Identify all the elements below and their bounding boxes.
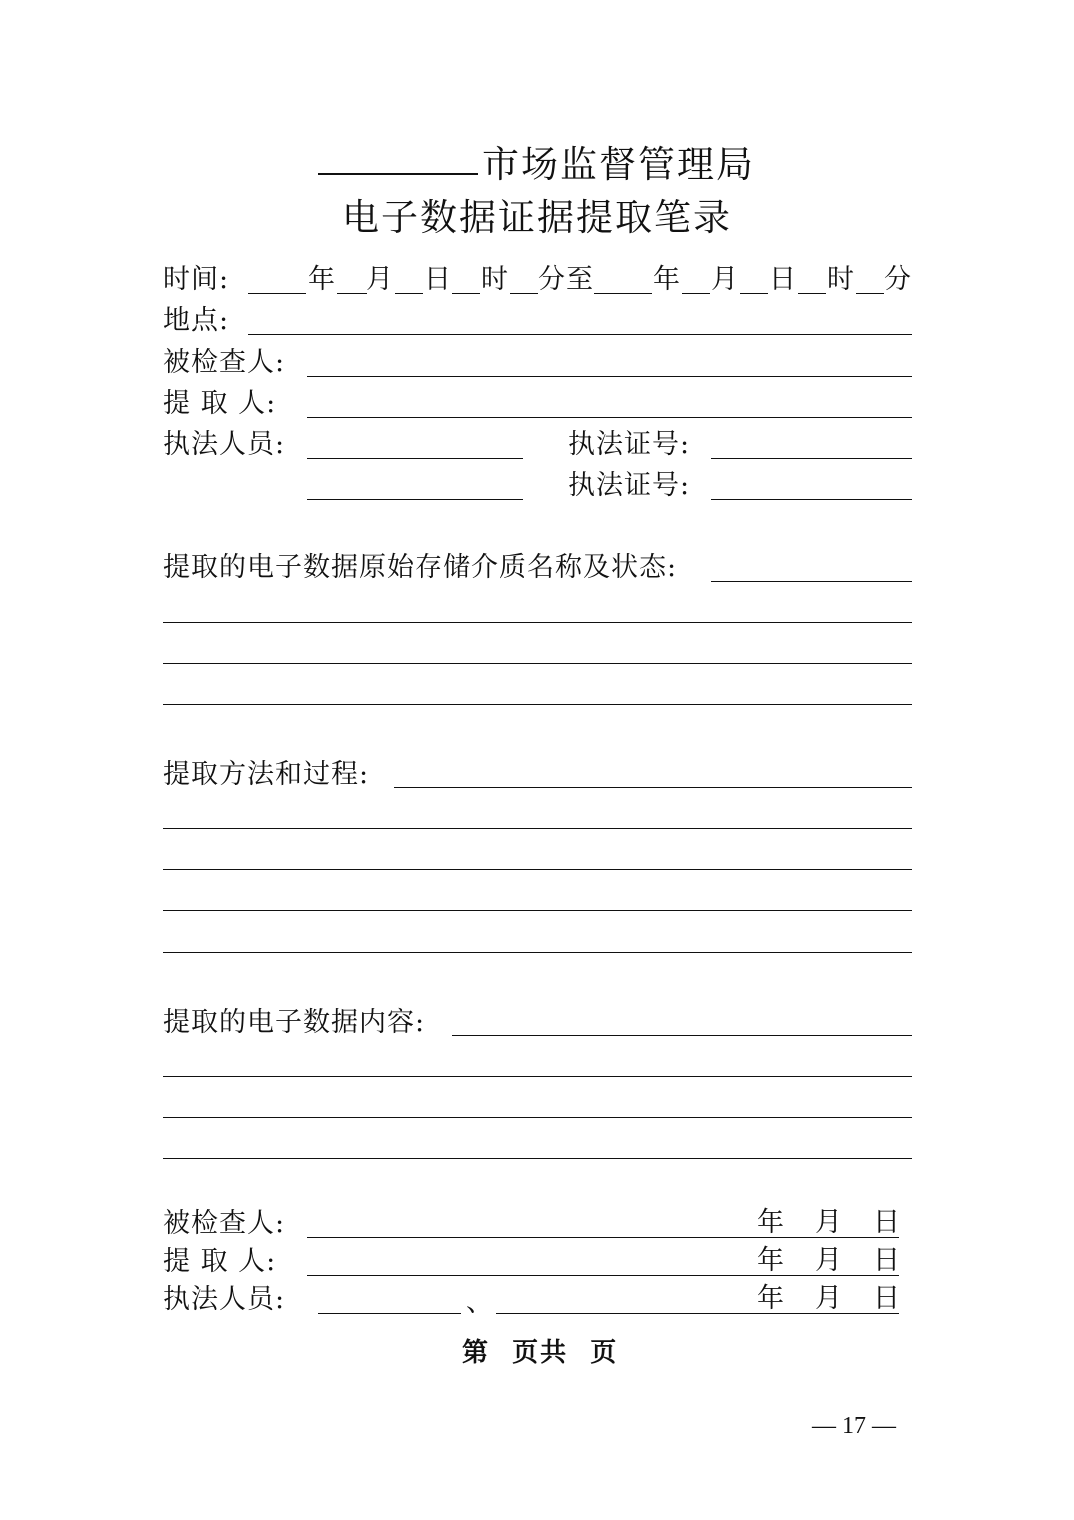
method-field-line[interactable] bbox=[394, 787, 912, 788]
media-field-line[interactable] bbox=[163, 704, 912, 705]
end-minute-blank[interactable] bbox=[856, 293, 884, 294]
sign-inspected-field[interactable] bbox=[307, 1237, 899, 1238]
sign-officers-year: 年 bbox=[757, 1283, 784, 1314]
end-month-blank[interactable] bbox=[682, 293, 710, 294]
method-field-line[interactable] bbox=[163, 869, 912, 870]
sign-extractor-field[interactable] bbox=[307, 1275, 899, 1276]
start-month-label: 月 bbox=[366, 264, 394, 295]
start-month-blank[interactable] bbox=[337, 293, 367, 294]
media-field-line[interactable] bbox=[163, 622, 912, 623]
start-day-blank[interactable] bbox=[395, 293, 423, 294]
inspected-party-field[interactable] bbox=[307, 376, 912, 377]
content-field-line[interactable] bbox=[452, 1035, 912, 1036]
method-section-label: 提取方法和过程: bbox=[163, 759, 370, 790]
end-day-label: 日 bbox=[769, 264, 797, 295]
extractor-field[interactable] bbox=[307, 417, 912, 418]
end-year-blank[interactable] bbox=[594, 293, 652, 294]
sign-extractor-day: 日 bbox=[873, 1245, 900, 1276]
officer-2-field[interactable] bbox=[307, 499, 523, 500]
start-day-label: 日 bbox=[424, 264, 452, 295]
page-count: 第 页共 页 bbox=[462, 1338, 619, 1368]
end-month-label: 月 bbox=[711, 264, 739, 295]
content-section-label: 提取的电子数据内容: bbox=[163, 1007, 426, 1038]
to-label: 至 bbox=[566, 264, 594, 295]
start-minute-blank[interactable] bbox=[510, 293, 538, 294]
content-field-line[interactable] bbox=[163, 1158, 912, 1159]
sign-officers-label: 执法人员: bbox=[163, 1284, 286, 1315]
sign-officers-separator: 、 bbox=[466, 1287, 494, 1318]
sign-officer-1-field[interactable] bbox=[318, 1313, 461, 1314]
cert-no-label-2: 执法证号: bbox=[568, 470, 691, 501]
start-year-label: 年 bbox=[308, 264, 336, 295]
sign-extractor-label: 提 取 人: bbox=[163, 1246, 277, 1277]
inspected-party-label: 被检查人: bbox=[163, 347, 286, 378]
end-hour-label: 时 bbox=[827, 264, 855, 295]
media-field-line[interactable] bbox=[163, 663, 912, 664]
sign-inspected-label: 被检查人: bbox=[163, 1208, 286, 1239]
sign-extractor-year: 年 bbox=[757, 1245, 784, 1276]
page-number: — 17 — bbox=[812, 1413, 896, 1439]
start-hour-blank[interactable] bbox=[452, 293, 480, 294]
location-label: 地点: bbox=[163, 305, 230, 336]
officer-1-field[interactable] bbox=[307, 458, 523, 459]
sign-inspected-day: 日 bbox=[873, 1207, 900, 1238]
media-section-label: 提取的电子数据原始存储介质名称及状态: bbox=[163, 552, 678, 583]
officers-label: 执法人员: bbox=[163, 429, 286, 460]
sign-inspected-year: 年 bbox=[757, 1207, 784, 1238]
agency-name-blank[interactable] bbox=[318, 173, 478, 175]
method-field-line[interactable] bbox=[163, 952, 912, 953]
end-year-label: 年 bbox=[653, 264, 681, 295]
end-day-blank[interactable] bbox=[740, 293, 768, 294]
cert-no-label-1: 执法证号: bbox=[568, 429, 691, 460]
end-minute-label: 分 bbox=[884, 264, 912, 295]
content-field-line[interactable] bbox=[163, 1117, 912, 1118]
method-field-line[interactable] bbox=[163, 828, 912, 829]
sign-inspected-month: 月 bbox=[815, 1207, 842, 1238]
start-year-blank[interactable] bbox=[248, 293, 306, 294]
sign-officers-day: 日 bbox=[873, 1283, 900, 1314]
cert-no-2-field[interactable] bbox=[711, 499, 912, 500]
media-field-line[interactable] bbox=[711, 581, 912, 582]
start-minute-label: 分 bbox=[538, 264, 566, 295]
content-field-line[interactable] bbox=[163, 1076, 912, 1077]
sign-officers-month: 月 bbox=[815, 1283, 842, 1314]
sign-extractor-month: 月 bbox=[815, 1245, 842, 1276]
method-field-line[interactable] bbox=[163, 910, 912, 911]
location-field[interactable] bbox=[248, 334, 912, 335]
extractor-label: 提 取 人: bbox=[163, 388, 277, 419]
agency-title: 市场监督管理局 bbox=[482, 143, 755, 186]
document-title: 电子数据证据提取笔录 bbox=[342, 196, 732, 239]
end-hour-blank[interactable] bbox=[798, 293, 826, 294]
start-hour-label: 时 bbox=[481, 264, 509, 295]
time-label: 时间: bbox=[163, 264, 230, 295]
cert-no-1-field[interactable] bbox=[711, 458, 912, 459]
